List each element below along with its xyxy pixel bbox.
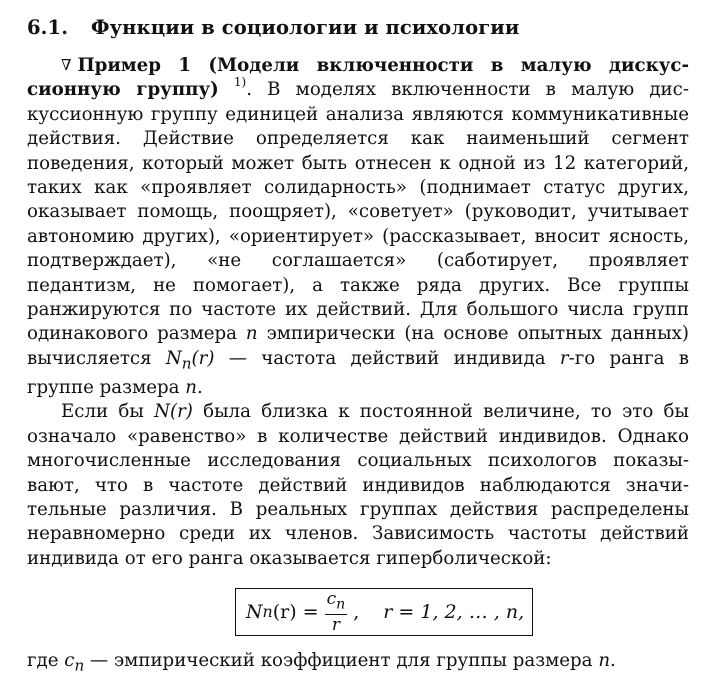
formula-lhs-sub: n: [262, 602, 273, 622]
example-heading: Пример 1 (Модели включенности в малую дискуссионную группу): [27, 55, 689, 101]
example-paragraph: [27, 54, 689, 400]
page: [27, 14, 689, 678]
section-title: Функции в социологии и психологии: [91, 16, 520, 39]
tail-text-end: .: [610, 650, 616, 672]
math-n-3: n: [598, 650, 611, 672]
formula-lhs: N: [245, 600, 263, 623]
formula-comma: ,: [353, 600, 360, 623]
tail-text-2: — эмпирический коэффициент для группы размера: [84, 650, 599, 672]
formula-range: r = 1, 2, … , n,: [383, 600, 525, 623]
math-Nr: N(r): [154, 401, 193, 423]
numerator-sub: n: [336, 596, 346, 613]
math-n: n: [245, 323, 258, 345]
tail-text-1: где: [27, 650, 65, 672]
math-n-2: n: [185, 376, 197, 398]
boxed-formula: [235, 588, 533, 636]
formula-fraction: [325, 590, 348, 634]
math-N: N: [165, 347, 182, 369]
footnote-mark: 1): [233, 75, 247, 90]
p2-text-1: Если бы: [61, 401, 155, 423]
fraction-denominator: r: [331, 615, 340, 636]
example-text-4: -го ранга в группе размера: [27, 347, 689, 398]
math-r: r: [559, 347, 569, 369]
example-text-1: . В моделях включенности в малую дискуссионную группу единицей анализа являются коммуникативные действия. Действие определяется как наименьший сегмент поведения, который может быть отнесен к одной из 12 категорий, таких как «проявляет солидарность» (поднимает статус других, оказывает помощь, поощряет), «советует» (руководит, учитывает автономию других), «ориентирует» (рассказывает, вносит ясность, подтверждает), «не соглашается» (саботирует, проявляет педантизм, не помогает), а также ряда других. Все группы ранжируются по частоте их действий. Для большого числа групп одинакового размера: [27, 79, 689, 345]
example-text-end: .: [196, 376, 203, 398]
p2-text-2: была близка к постоянной величине, то это бы означало «равенство» в количестве действий индивидов. Однако многочисленные исследования социальных психологов показывают, что в частоте действий индивидов наблюдаются значительные различия. В реальных группах действия распределены неравномерно среди их членов. Зависимость частоты действий индивида от его ранга оказывается гиперболической:: [27, 401, 689, 569]
section-number: 6.1.: [27, 16, 69, 39]
math-N-arg: (r): [191, 347, 215, 369]
formula-block: [27, 588, 689, 636]
second-paragraph: [27, 400, 689, 571]
closing-line: [27, 649, 689, 678]
math-c: c: [64, 650, 75, 672]
math-c-sub: n: [74, 656, 85, 675]
fraction-numerator: [325, 590, 348, 615]
formula-lhs-arg: (r) =: [272, 600, 319, 623]
example-text-2: эмпирически (на основе опытных данных) вычисляется: [27, 323, 689, 369]
section-heading: [27, 14, 689, 42]
math-N-sub: n: [181, 354, 192, 373]
example-text-3: — частота действий индивида: [214, 347, 560, 369]
nabla-marker-icon: ∇: [61, 56, 72, 74]
numerator-c: c: [326, 588, 337, 609]
